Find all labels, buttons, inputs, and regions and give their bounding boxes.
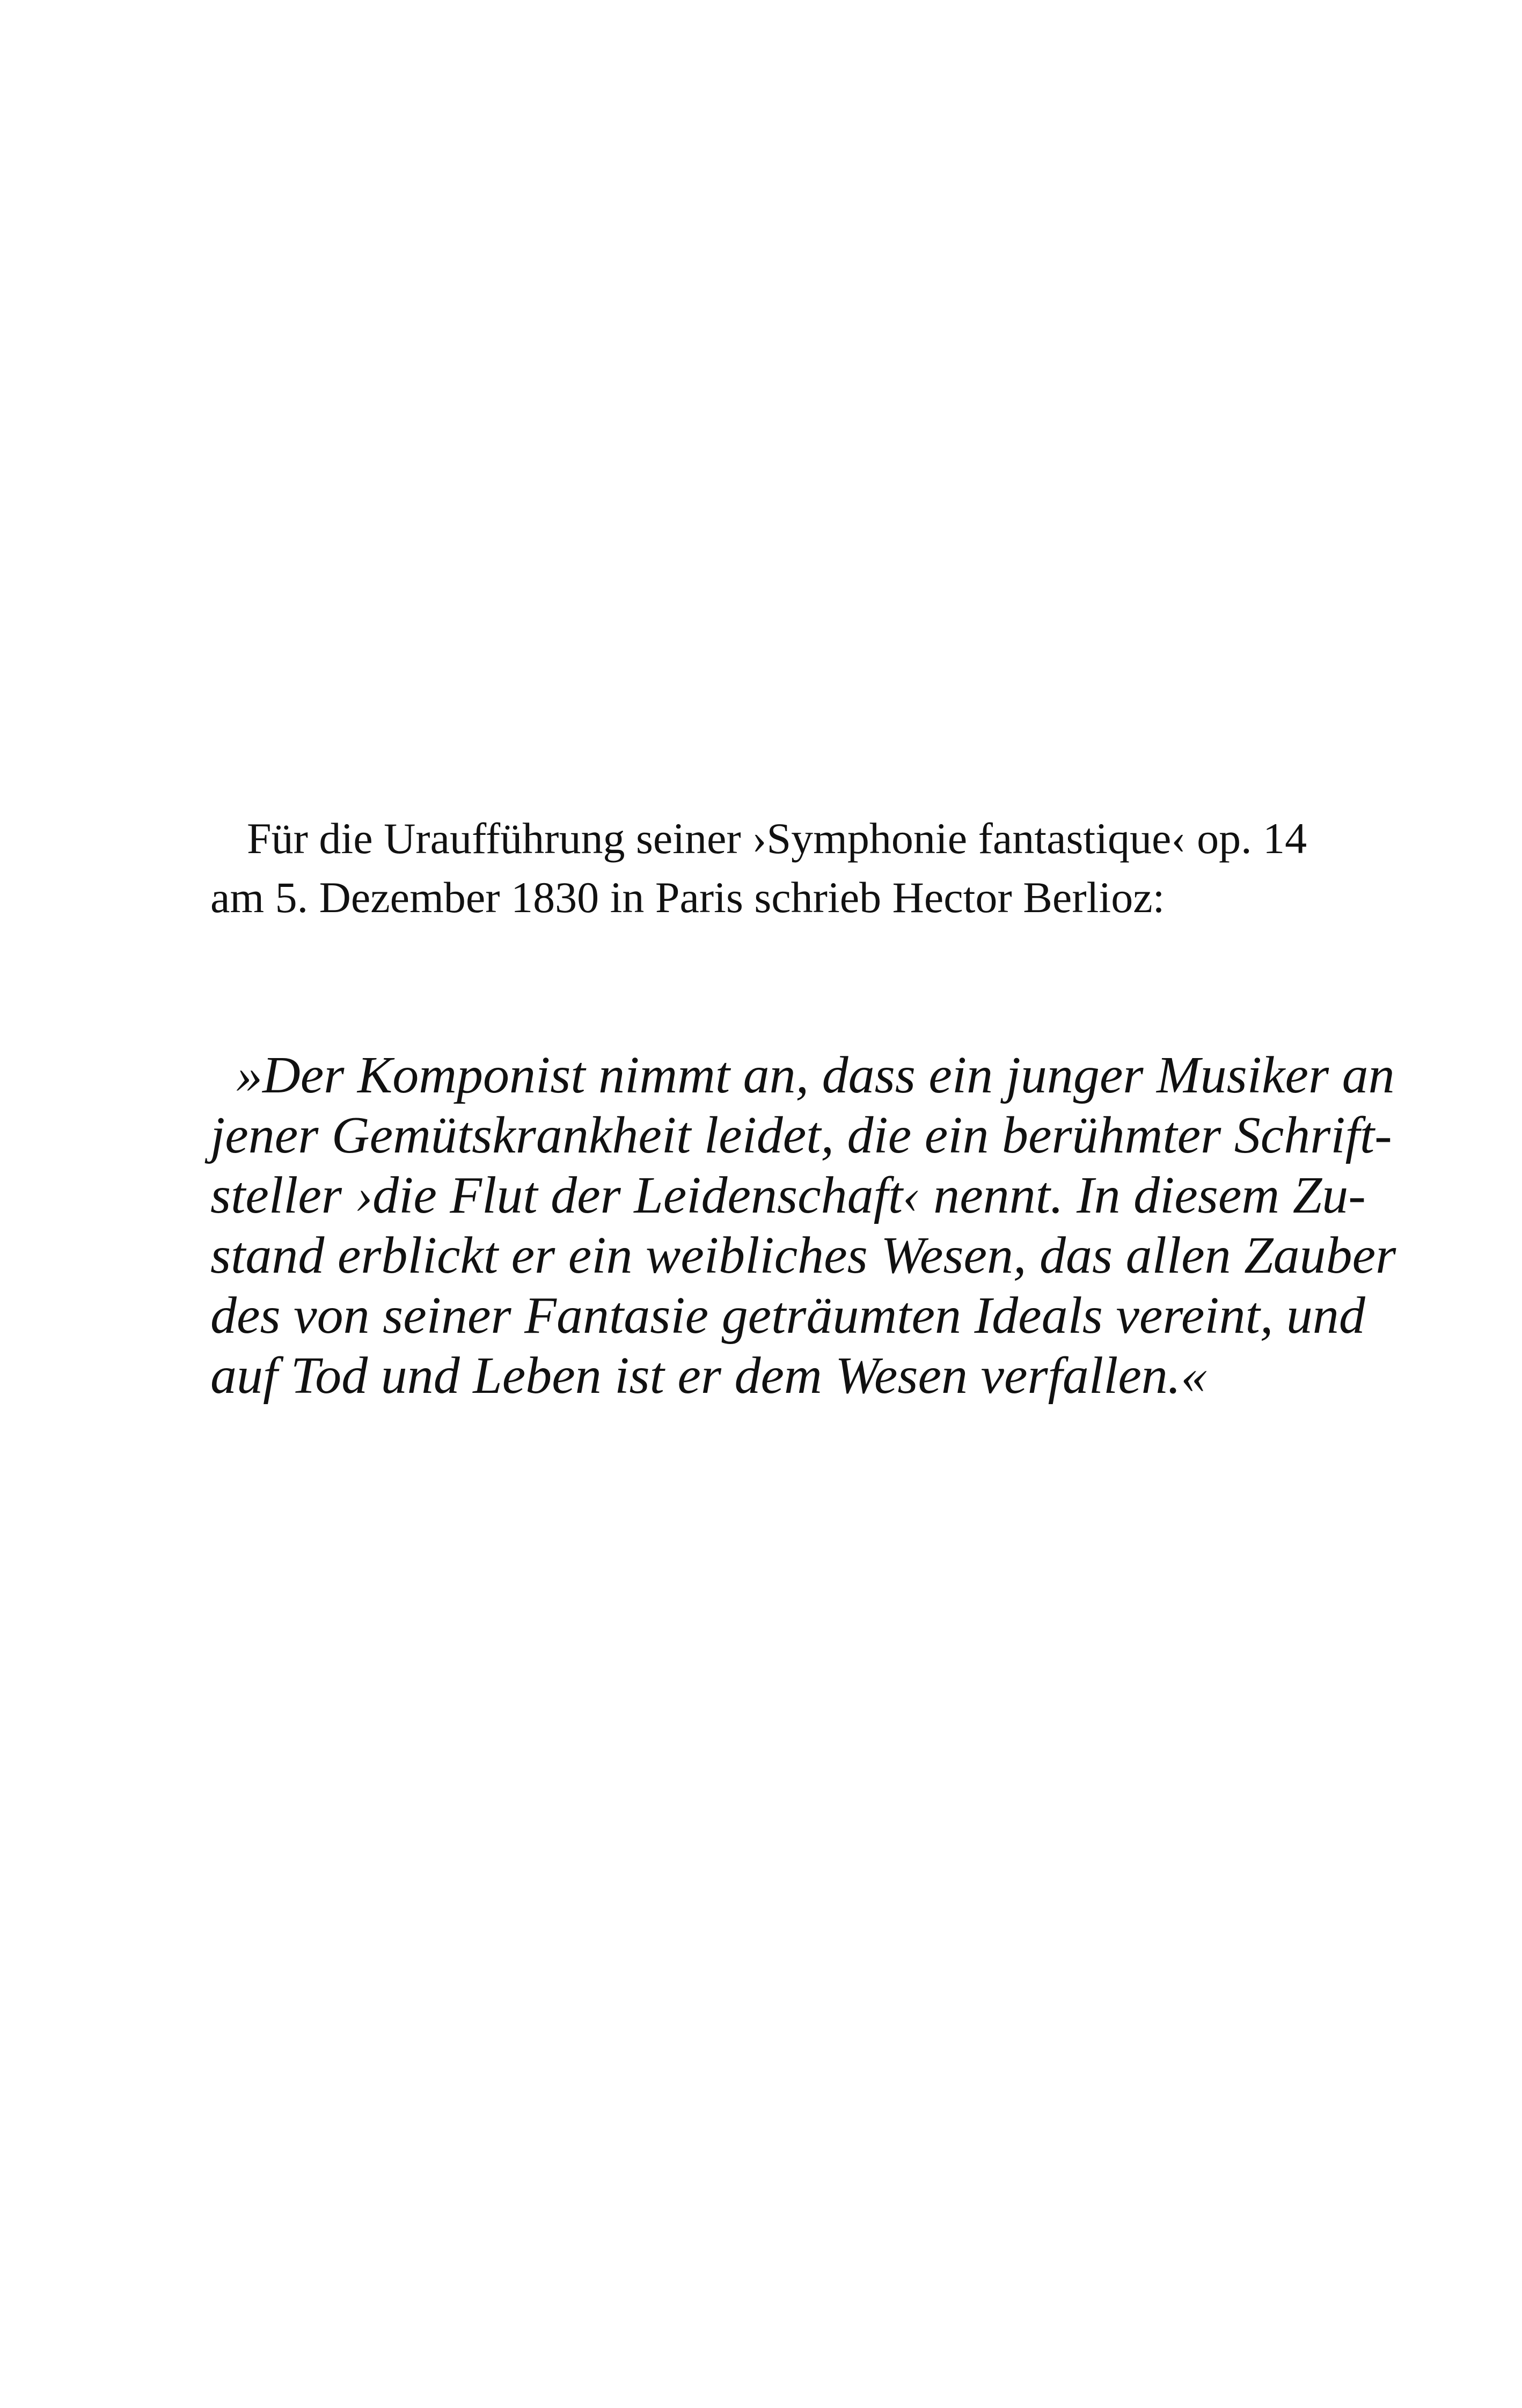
intro-paragraph [210, 809, 1327, 927]
intro-line: am 5. Dezember 1830 in Paris schrieb Hector Berlioz: [210, 873, 1165, 922]
intro-line: Für die Uraufführung seiner ›Symphonie fantastique‹ op. 14 [247, 814, 1307, 863]
quote-line: jener Gemütskrankheit leidet, die ein berühmter Schrift- [210, 1106, 1392, 1164]
quote-line: steller ›die Flut der Leidenschaft‹ nennt. In diesem Zu- [210, 1166, 1366, 1224]
quote-line: des von seiner Fantasie geträumten Ideals vereint, und [210, 1287, 1365, 1345]
quote-line: »Der Komponist nimmt an, dass ein junger Musiker an [236, 1046, 1395, 1104]
quote-line: stand erblickt er ein weibliches Wesen, das allen Zauber [210, 1227, 1396, 1284]
berlioz-quote [210, 1045, 1396, 1406]
quote-line: auf Tod und Leben ist er dem Wesen verfallen.« [210, 1347, 1208, 1405]
